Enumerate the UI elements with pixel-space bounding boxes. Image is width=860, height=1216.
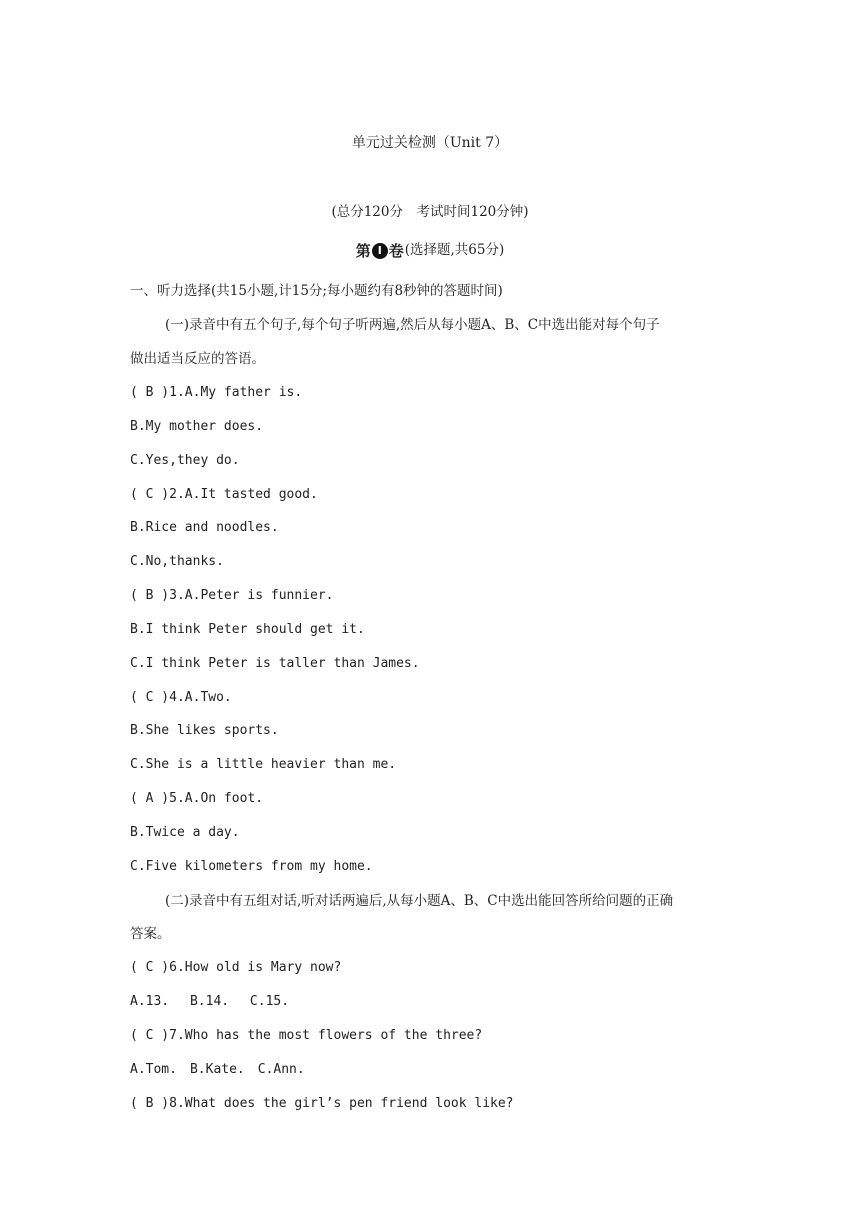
option-line: B.I think Peter should get it.: [130, 622, 365, 637]
question-line: ( A )5.A.On foot.: [130, 791, 264, 806]
option-line: B.She likes sports.: [130, 723, 279, 738]
volume-mark: [356, 242, 404, 260]
option-line: B.Twice a day.: [130, 825, 240, 840]
question-line: ( B )1.A.My father is.: [130, 385, 303, 400]
part2-instruction: (二)录音中有五组对话,听对话两遍后,从每小题A、B、C中选出能回答所给问题的正确: [165, 893, 674, 909]
option-line: C.No,thanks.: [130, 554, 224, 569]
volume-header: [0, 241, 860, 260]
score-info: (总分120分 考试时间120分钟): [331, 204, 529, 220]
volume-number-badge: Ⅰ: [372, 243, 388, 259]
option-line: A.Tom. B.Kate. C.Ann.: [130, 1062, 305, 1077]
part1-instruction-cont: 做出适当反应的答语。: [130, 351, 265, 367]
question-line: ( C )4.A.Two.: [130, 690, 232, 705]
option-line: B.Rice and noodles.: [130, 520, 279, 535]
section-title-listening: 一、听力选择(共15小题,计15分;每小题约有8秒钟的答题时间): [130, 283, 503, 299]
option-line: C.She is a little heavier than me.: [130, 757, 397, 772]
volume-note: (选择题,共65分): [404, 242, 505, 258]
question-line: ( C )6.How old is Mary now?: [130, 960, 342, 975]
question-line: ( C )7.Who has the most flowers of the three?: [130, 1028, 483, 1043]
option-line: C.Five kilometers from my home.: [130, 859, 373, 874]
option-line: A.13. B.14. C.15.: [130, 994, 290, 1009]
question-line: ( C )2.A.It tasted good.: [130, 487, 318, 502]
part2-instruction-cont: 答案。: [130, 926, 171, 942]
volume-prefix: 第: [355, 242, 371, 260]
option-line: C.Yes,they do.: [130, 453, 240, 468]
option-line: B.My mother does.: [130, 419, 264, 434]
part1-instruction: (一)录音中有五个句子,每个句子听两遍,然后从每小题A、B、C中选出能对每个句子: [165, 317, 660, 333]
document-title: 单元过关检测（Unit 7）: [351, 135, 509, 151]
option-line: C.I think Peter is taller than James.: [130, 656, 420, 671]
volume-suffix: 卷: [388, 242, 404, 260]
question-line: ( B )8.What does the girl’s pen friend look like?: [130, 1096, 514, 1111]
question-line: ( B )3.A.Peter is funnier.: [130, 588, 334, 603]
